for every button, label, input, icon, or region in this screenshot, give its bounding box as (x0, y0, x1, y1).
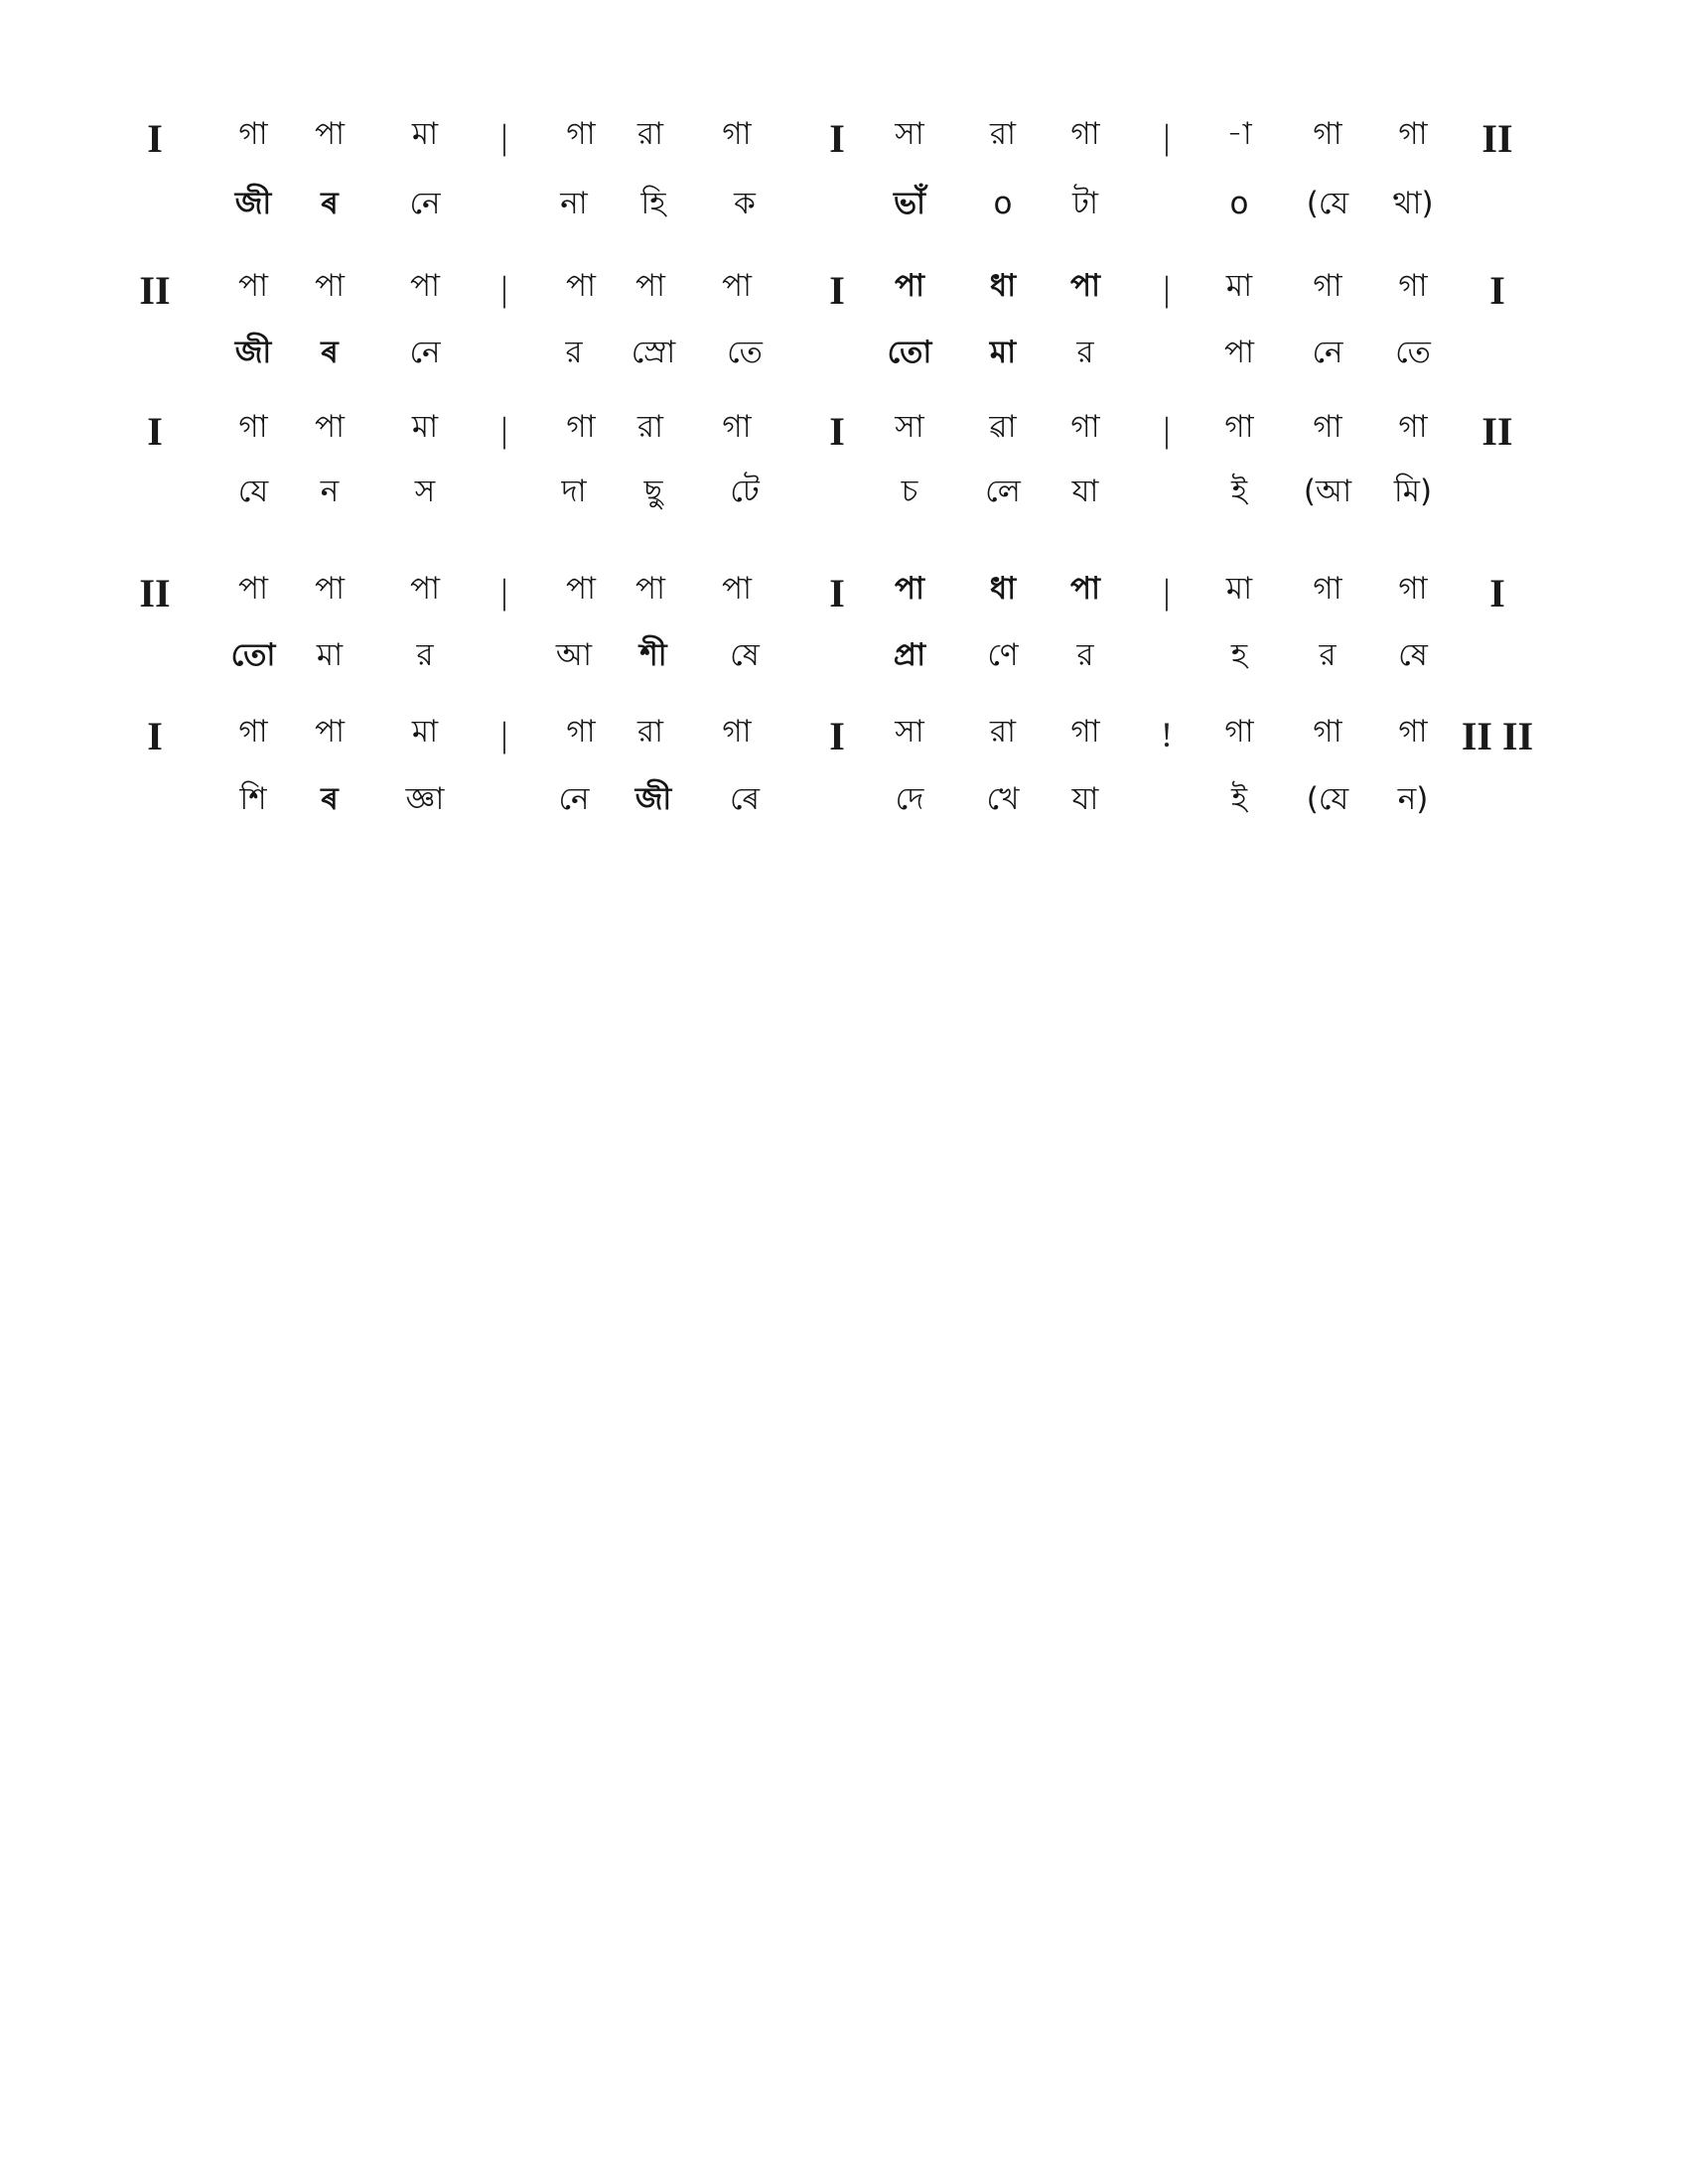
beat-separator: | (1163, 117, 1171, 157)
lyric-syllable: জী (234, 186, 272, 221)
swara-note: পা (721, 268, 753, 304)
lyric-syllable: টা (1072, 186, 1098, 221)
swara-note: গা (1313, 268, 1342, 304)
lyric-syllable: ষে (1398, 637, 1428, 673)
lyric-syllable: স্রো (631, 335, 676, 370)
bar-line: II (1481, 116, 1513, 161)
lyric-syllable: ণে (987, 637, 1019, 673)
swara-note: পা (237, 571, 269, 607)
swara-note: গা (1398, 571, 1428, 607)
swara-note: পা (314, 571, 346, 607)
lyric-syllable: মি) (1393, 474, 1433, 509)
swara-note: গা (722, 409, 752, 445)
swara-note: গা (1398, 116, 1428, 152)
swara-note: পা (1069, 571, 1101, 607)
swara-note: মা (411, 116, 439, 152)
swara-note: গা (1070, 714, 1100, 750)
lyric-syllable: থা) (1392, 186, 1434, 221)
beat-separator: | (500, 269, 508, 309)
swara-note: গা (1224, 714, 1254, 750)
swara-note: গা (1313, 714, 1342, 750)
swara-note: গা (566, 714, 596, 750)
bar-line: II (1481, 409, 1513, 454)
swara-note: গা (722, 116, 752, 152)
bar-line: I (829, 714, 845, 758)
bar-line: I (147, 714, 163, 758)
lyric-syllable: যা (1071, 474, 1099, 509)
lyric-syllable: র (416, 637, 434, 673)
swara-note: গা (1398, 409, 1428, 445)
lyric-syllable: তো (887, 335, 932, 370)
swara-note: গা (1313, 116, 1342, 152)
lyric-syllable: না (560, 186, 588, 221)
bar-line: II (139, 268, 171, 313)
swara-note: রা (636, 116, 664, 152)
swara-note: গা (566, 116, 596, 152)
lyric-syllable: দে (895, 781, 924, 817)
swara-note: মা (1225, 268, 1253, 304)
swara-note: পা (565, 571, 597, 607)
lyric-syllable: পা (1223, 335, 1255, 370)
beat-separator: | (1163, 572, 1171, 612)
lyric-syllable: তে (1395, 335, 1431, 370)
swara-note: সা (895, 409, 924, 445)
swara-note: পা (409, 571, 441, 607)
swara-note: গা (238, 714, 268, 750)
lyric-syllable: তে (727, 335, 763, 370)
lyric-syllable: শী (639, 637, 667, 673)
lyric-syllable: তো (230, 637, 276, 673)
lyric-syllable: লে (985, 474, 1021, 509)
swara-note: পা (314, 409, 346, 445)
lyric-syllable: ο (993, 186, 1013, 221)
swara-note: রা (636, 409, 664, 445)
swara-note: রা (989, 116, 1017, 152)
lyric-syllable: ক (734, 186, 756, 221)
swara-note: ধা (989, 571, 1017, 607)
lyric-syllable: ন (320, 474, 340, 509)
lyric-syllable: ο (1229, 186, 1249, 221)
lyric-syllable: ষে (730, 637, 760, 673)
swara-note: গা (722, 714, 752, 750)
beat-separator: | (500, 117, 508, 157)
swara-note: পা (894, 268, 925, 304)
lyric-syllable: নে (1312, 335, 1343, 370)
lyric-syllable: র (565, 335, 583, 370)
swara-note: পা (894, 571, 925, 607)
swara-note: পা (634, 571, 666, 607)
bar-line: II II (1461, 714, 1534, 758)
swara-note: পা (314, 714, 346, 750)
lyric-syllable: জী (234, 335, 272, 370)
swara-note: গা (1313, 571, 1342, 607)
swara-note: মা (411, 714, 439, 750)
lyric-syllable: নে (558, 781, 590, 817)
lyric-syllable: ৰ (321, 781, 339, 817)
swara-note: গা (566, 409, 596, 445)
swara-note: গা (238, 116, 268, 152)
lyric-syllable: ভাঁ (893, 186, 926, 221)
beat-separator: | (500, 715, 508, 754)
swara-note: পা (237, 268, 269, 304)
swara-note: পা (565, 268, 597, 304)
beat-separator: | (500, 410, 508, 450)
lyric-syllable: নে (409, 335, 441, 370)
swara-note: পা (634, 268, 666, 304)
lyric-syllable: যা (1071, 781, 1099, 817)
lyric-syllable: নে (409, 186, 441, 221)
swara-note: পা (314, 268, 346, 304)
swara-note: -া (1226, 116, 1252, 152)
bar-line: I (829, 116, 845, 161)
lyric-syllable: মা (316, 637, 344, 673)
swara-note: পা (409, 268, 441, 304)
lyric-syllable: জী (634, 781, 672, 817)
swara-note: রা (989, 714, 1017, 750)
swara-note: মা (411, 409, 439, 445)
lyric-syllable: ই (1230, 781, 1248, 817)
lyric-syllable: ই (1230, 474, 1248, 509)
lyric-syllable: আ (555, 637, 593, 673)
lyric-syllable: র (1076, 637, 1094, 673)
lyric-syllable: র (1319, 637, 1336, 673)
beat-separator: ! (1161, 715, 1173, 754)
lyric-syllable: হি (640, 186, 666, 221)
lyric-syllable: টে (730, 474, 760, 509)
lyric-syllable: ৰ (321, 186, 339, 221)
lyric-syllable: ছু (643, 474, 663, 509)
swara-note: মা (1225, 571, 1253, 607)
bar-line: I (147, 409, 163, 454)
swara-note: ৱা (989, 409, 1017, 445)
swara-note: সা (895, 116, 924, 152)
swara-note: গা (1070, 409, 1100, 445)
lyric-syllable: (যে (1306, 781, 1349, 817)
lyric-syllable: ন) (1397, 781, 1429, 817)
bar-line: I (1489, 268, 1505, 313)
lyric-syllable: শি (239, 781, 267, 817)
lyric-syllable: মা (989, 335, 1017, 370)
lyric-syllable: র (1076, 335, 1094, 370)
lyric-syllable: ৰ (321, 335, 339, 370)
lyric-syllable: জ্ঞা (405, 781, 445, 817)
lyric-syllable: দা (561, 474, 587, 509)
lyric-syllable: যে (237, 474, 269, 509)
swara-note: রা (636, 714, 664, 750)
bar-line: I (829, 409, 845, 454)
swara-note: সা (895, 714, 924, 750)
beat-separator: | (1163, 410, 1171, 450)
swara-note: গা (1398, 714, 1428, 750)
beat-separator: | (500, 572, 508, 612)
bar-line: II (139, 571, 171, 615)
swara-note: পা (1069, 268, 1101, 304)
bar-line: I (147, 116, 163, 161)
swara-note: গা (1398, 268, 1428, 304)
lyric-syllable: খে (986, 781, 1020, 817)
lyric-syllable: ৰে (729, 781, 761, 817)
swara-note: গা (1224, 409, 1254, 445)
bar-line: I (1489, 571, 1505, 615)
lyric-syllable: প্রা (893, 637, 926, 673)
beat-separator: | (1163, 269, 1171, 309)
lyric-syllable: হ (1230, 637, 1248, 673)
lyric-syllable: চ (901, 474, 918, 509)
lyric-syllable: (আ (1303, 474, 1352, 509)
swara-note: পা (721, 571, 753, 607)
lyric-syllable: স (414, 474, 436, 509)
swara-note: পা (314, 116, 346, 152)
bar-line: I (829, 268, 845, 313)
swara-note: গা (238, 409, 268, 445)
lyric-syllable: (যে (1306, 186, 1349, 221)
swara-note: ধা (989, 268, 1017, 304)
swara-note: গা (1313, 409, 1342, 445)
bar-line: I (829, 571, 845, 615)
swara-note: গা (1070, 116, 1100, 152)
